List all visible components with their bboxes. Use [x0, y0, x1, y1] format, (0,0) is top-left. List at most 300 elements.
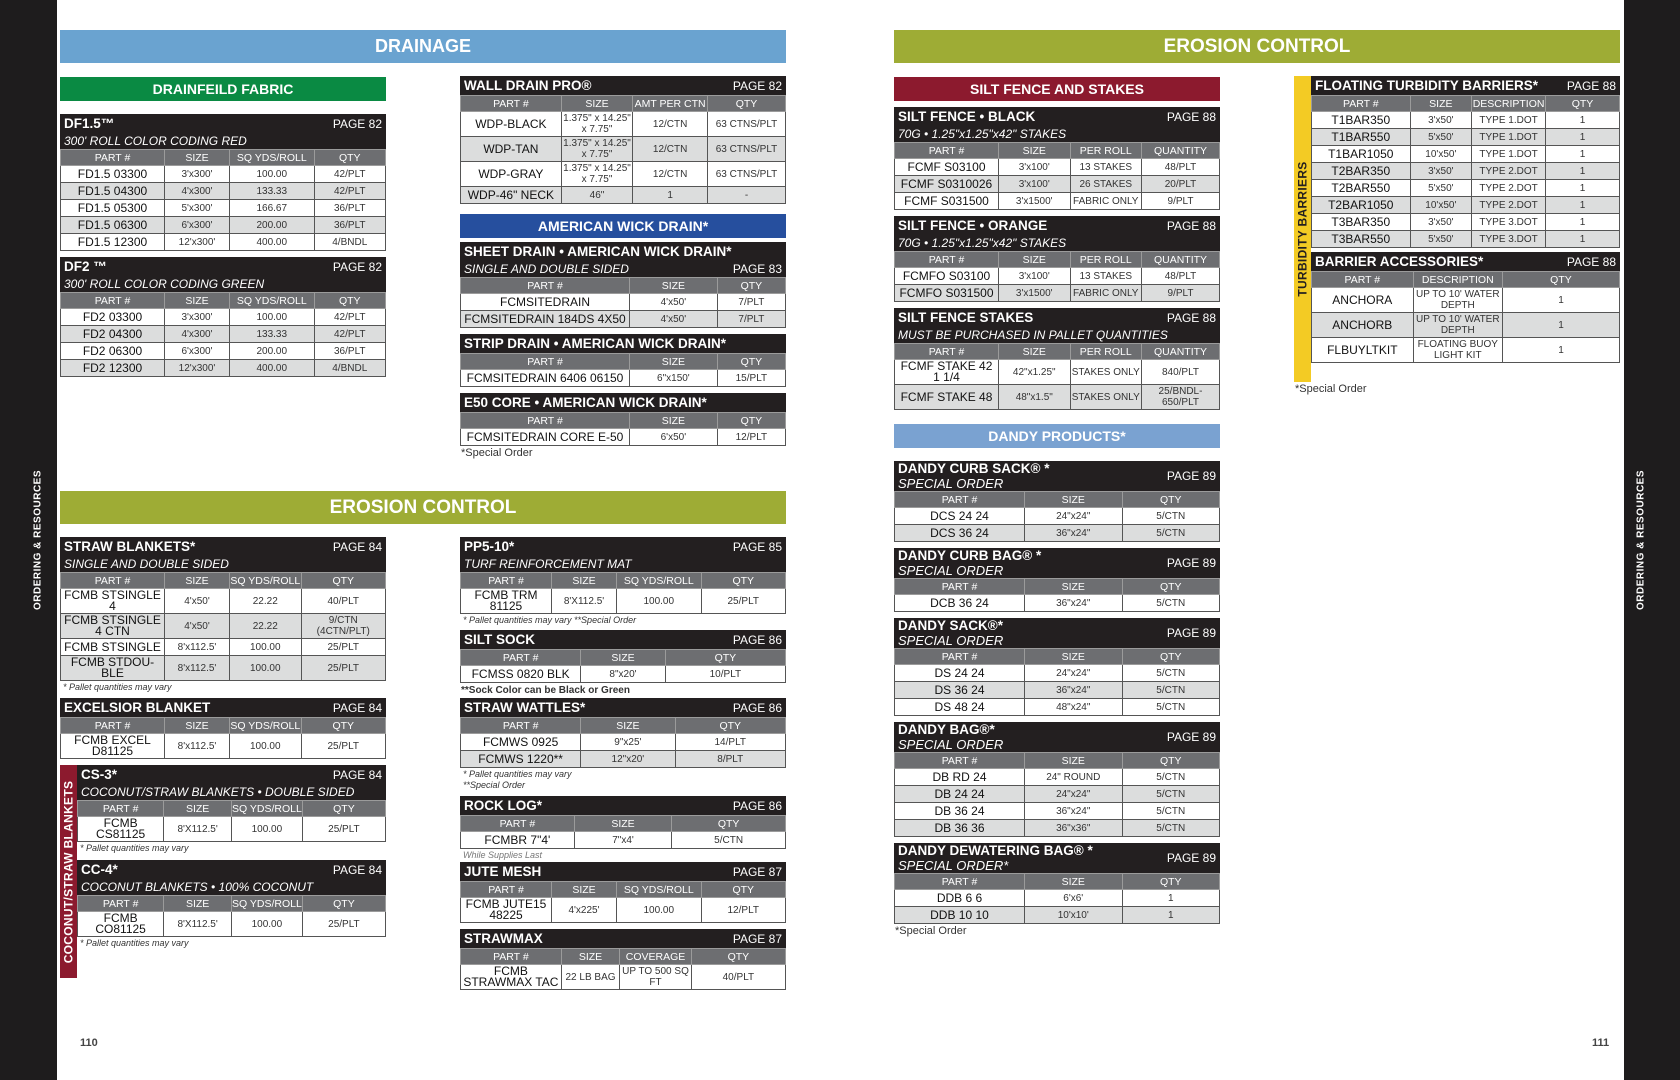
column-header: PART #: [61, 293, 165, 309]
strawmax-page: PAGE 87: [732, 931, 782, 946]
silt-sock-table: [460, 649, 786, 683]
table-cell: 36"x24": [1025, 595, 1123, 612]
part-number-cell: T2BAR550: [1312, 180, 1411, 197]
e50-title: E50 CORE • AMERICAN WICK DRAIN*: [464, 395, 707, 410]
rock-log-page: PAGE 86: [732, 798, 782, 813]
straw-pallet-note: * Pallet quantities may vary: [63, 682, 172, 692]
table-cell: 4'x50': [165, 589, 230, 614]
part-number-cell: WDP-BLACK: [461, 112, 562, 137]
part-number-cell: WDP-GRAY: [461, 162, 562, 187]
table-row: [61, 234, 386, 251]
table-cell: 1: [1546, 214, 1620, 231]
table-cell: 36/PLT: [314, 217, 386, 234]
part-number-cell: DCB 36 24: [895, 595, 1025, 612]
silt-stakes-title: SILT FENCE STAKES: [898, 310, 1034, 325]
table-cell: 10/PLT: [665, 666, 785, 683]
table-cell: 48"x24": [1025, 699, 1123, 716]
table-cell: 4'x300': [165, 183, 230, 200]
column-header: PART #: [1312, 96, 1411, 112]
dandy-bag-subtitle: SPECIAL ORDER: [898, 737, 1004, 752]
rock-log-note: While Supplies Last: [463, 850, 543, 860]
cc4-subtitle: COCONUT BLANKETS • 100% COCONUT: [77, 879, 386, 895]
column-header: SQ YDS/ROLL: [617, 573, 702, 589]
table-cell: FABRIC ONLY: [1070, 193, 1142, 210]
table-row: [895, 176, 1220, 193]
table-row: [61, 309, 386, 326]
cc4-block: [77, 860, 386, 950]
table-cell: 5/CTN: [1122, 682, 1220, 699]
dandy-curb-sack-title: DANDY CURB SACK® *: [898, 461, 1050, 476]
sheet-drain-title: SHEET DRAIN • AMERICAN WICK DRAIN*: [464, 244, 732, 259]
column-header: SIZE: [165, 718, 230, 734]
part-number-cell: FD1.5 06300: [61, 217, 165, 234]
table-cell: 1: [633, 187, 708, 204]
column-header: PART #: [895, 579, 1025, 595]
part-number-cell: DDB 6 6: [895, 890, 1025, 907]
column-header: QTY: [701, 573, 786, 589]
pp5-note: * Pallet quantities may vary **Special Order: [463, 615, 637, 625]
column-header: QUANTITY: [1142, 344, 1220, 360]
dandy-curb-bag-page: PAGE 89: [1166, 556, 1216, 570]
column-header: SIZE: [630, 413, 718, 429]
column-header: SQ YDS/ROLL: [617, 882, 702, 898]
table-cell: 3'x300': [165, 166, 230, 183]
table-header-row: [895, 753, 1220, 769]
table-cell: 1: [1502, 338, 1619, 363]
part-number-cell: FCMB CS81125: [78, 817, 164, 842]
column-header: PART #: [61, 573, 165, 589]
turbidity-side-label: TURBIDITY BARRIERS: [1295, 161, 1310, 297]
table-cell: 5/CTN: [1122, 786, 1220, 803]
table-row: [461, 751, 786, 768]
table-cell: 1: [1502, 288, 1619, 313]
silt-stakes-page: PAGE 88: [1166, 310, 1216, 325]
table-cell: 100.00: [617, 898, 702, 923]
rock-log-block: [460, 796, 786, 862]
right-side-band: [1624, 0, 1680, 1080]
turbidity-side-band: [1294, 76, 1311, 382]
table-cell: 3'x300': [165, 309, 230, 326]
dandy-bag-page: PAGE 89: [1166, 730, 1216, 744]
column-header: SIZE: [581, 718, 675, 734]
dandy-special-order-note: *Special Order: [895, 925, 967, 937]
table-cell: 25/PLT: [302, 817, 385, 842]
pp5-table: [460, 572, 786, 614]
dandy-curb-sack-page: PAGE 89: [1166, 469, 1216, 483]
table-header-row: [895, 649, 1220, 665]
cs3-pallet-note: * Pallet quantities may vary: [80, 843, 189, 853]
silt-black-subtitle: 70G • 1.25"x1.25"x42" STAKES: [894, 126, 1220, 142]
part-number-cell: FCMSITEDRAIN 184DS 4X50: [461, 311, 630, 328]
table-cell: 100.00: [617, 589, 702, 614]
table-cell: 25/PLT: [301, 656, 386, 681]
table-cell: UP TO 500 SQ FT: [620, 965, 692, 990]
table-cell: 5/CTN: [1122, 820, 1220, 837]
column-header: PART #: [895, 344, 999, 360]
column-header: PART #: [895, 753, 1025, 769]
table-row: [461, 832, 786, 849]
floating-page: PAGE 88: [1566, 78, 1616, 93]
table-cell: TYPE 1.DOT: [1472, 146, 1546, 163]
silt-orange-page: PAGE 88: [1166, 218, 1216, 233]
column-header: SIZE: [999, 344, 1071, 360]
part-number-cell: FCMFO S03100: [895, 268, 999, 285]
table-cell: 5/CTN: [1122, 525, 1220, 542]
table-cell: 5/CTN: [1122, 665, 1220, 682]
column-header: QTY: [672, 816, 786, 832]
table-cell: TYPE 3.DOT: [1472, 214, 1546, 231]
cs3-block: [77, 765, 386, 855]
column-header: PART #: [895, 252, 999, 268]
column-header: PART #: [461, 96, 562, 112]
part-number-cell: WDP-TAN: [461, 137, 562, 162]
jute-title: JUTE MESH: [464, 864, 542, 879]
table-cell: 200.00: [230, 217, 315, 234]
column-header: QTY: [314, 150, 386, 166]
part-number-cell: DB 24 24: [895, 786, 1025, 803]
table-cell: 8"x20': [581, 666, 666, 683]
table-header-row: [61, 573, 386, 589]
table-cell: STAKES ONLY: [1070, 385, 1142, 410]
column-header: SIZE: [581, 650, 666, 666]
table-header-row: [895, 143, 1220, 159]
table-cell: UP TO 10' WATER DEPTH: [1413, 313, 1502, 338]
part-number-cell: FD2 03300: [61, 309, 165, 326]
table-cell: 4'x50': [630, 294, 718, 311]
table-header-row: [461, 816, 786, 832]
table-cell: 1: [1546, 180, 1620, 197]
straw-blanket-table: [60, 572, 386, 681]
silt-black-page: PAGE 88: [1166, 109, 1216, 124]
table-row: [895, 159, 1220, 176]
silt-sock-title: SILT SOCK: [464, 632, 536, 647]
table-cell: TYPE 2.DOT: [1472, 197, 1546, 214]
part-number-cell: FD1.5 04300: [61, 183, 165, 200]
table-cell: 25/PLT: [701, 589, 786, 614]
column-header: SIZE: [164, 801, 232, 817]
table-row: [461, 589, 786, 614]
column-header: SIZE: [1410, 96, 1472, 112]
table-cell: 48"x1.5": [999, 385, 1071, 410]
column-header: QTY: [301, 718, 386, 734]
silt-stakes-table: [894, 343, 1220, 410]
table-cell: 1.375" x 14.25" x 7.75": [563, 113, 631, 135]
part-number-cell: FCMF STAKE 48: [895, 385, 999, 410]
table-row: [895, 525, 1220, 542]
table-row: [895, 665, 1220, 682]
table-cell: 400.00: [230, 360, 315, 377]
table-header-row: [461, 650, 786, 666]
wall-drain-table: [460, 95, 786, 204]
part-number-cell: T1BAR550: [1312, 129, 1411, 146]
table-cell: 24"x24": [1025, 786, 1123, 803]
part-number-cell: FD2 06300: [61, 343, 165, 360]
strawmax-block: [460, 929, 786, 990]
table-cell: 1: [1546, 231, 1620, 248]
table-cell: 3'x100': [999, 159, 1071, 176]
table-cell: TYPE 2.DOT: [1472, 163, 1546, 180]
column-header: QTY: [717, 413, 785, 429]
table-cell: 42/PLT: [314, 309, 386, 326]
column-header: SIZE: [165, 293, 230, 309]
silt-orange-title: SILT FENCE • ORANGE: [898, 218, 1048, 233]
table-cell: 36"x36": [1025, 820, 1123, 837]
table-row: [895, 285, 1220, 302]
table-row: [61, 614, 386, 639]
column-header: SIZE: [630, 278, 718, 294]
column-header: SIZE: [574, 816, 672, 832]
silt-stakes-subtitle: MUST BE PURCHASED IN PALLET QUANTITIES: [894, 327, 1220, 343]
column-header: PER ROLL: [1070, 252, 1142, 268]
table-cell: 25/BNDL- 650/PLT: [1142, 385, 1220, 410]
table-cell: 5/CTN: [672, 832, 786, 849]
sheet-drain-table: [460, 277, 786, 328]
column-header: PART #: [461, 816, 575, 832]
column-header: QUANTITY: [1142, 252, 1220, 268]
sheet-drain-page: PAGE 83: [732, 262, 782, 276]
column-header: QTY: [701, 882, 786, 898]
jute-table: [460, 881, 786, 923]
df15-table: [60, 149, 386, 251]
column-header: PART #: [461, 882, 552, 898]
table-cell: 8/PLT: [675, 751, 786, 768]
table-cell: TYPE 1.DOT: [1472, 112, 1546, 129]
table-row: [895, 907, 1220, 924]
table-header-row: [895, 252, 1220, 268]
table-cell: -: [708, 187, 786, 204]
dandy-curb-sack-block: [894, 461, 1220, 542]
table-cell: 8'X112.5': [552, 589, 617, 614]
part-number-cell: FCMB STSINGLE 4 CTN: [61, 614, 165, 639]
strawmax-table: [460, 948, 786, 990]
table-row: [61, 360, 386, 377]
table-row: [895, 890, 1220, 907]
table-row: [895, 268, 1220, 285]
strip-drain-table: [460, 353, 786, 387]
column-header: PART #: [461, 278, 630, 294]
table-cell: 6'x50': [630, 429, 718, 446]
table-row: [61, 343, 386, 360]
table-row: [895, 385, 1220, 410]
table-cell: 1: [1546, 197, 1620, 214]
table-header-row: [461, 949, 786, 965]
part-number-cell: FCMSITEDRAIN 6406 06150: [461, 370, 630, 387]
table-cell: 63 CTNS/PLT: [708, 137, 786, 162]
table-cell: 1.375" x 14.25" x 7.75": [563, 138, 631, 160]
column-header: PER ROLL: [1070, 344, 1142, 360]
part-number-cell: DS 24 24: [895, 665, 1025, 682]
table-row: [1312, 338, 1620, 363]
table-cell: 48/PLT: [1142, 268, 1220, 285]
table-row: [461, 898, 786, 923]
column-header: PART #: [461, 718, 581, 734]
table-header-row: [61, 150, 386, 166]
table-row: [61, 589, 386, 614]
silt-sock-block: [460, 630, 786, 698]
column-header: PART #: [61, 150, 165, 166]
part-number-cell: DS 36 24: [895, 682, 1025, 699]
table-cell: 36"x24": [1025, 525, 1123, 542]
part-number-cell: FCMB TRM 81125: [461, 589, 552, 614]
part-number-cell: DB RD 24: [895, 769, 1025, 786]
turbidity-column: [1294, 76, 1620, 396]
column-header: QUANTITY: [1142, 143, 1220, 159]
column-header: QTY: [717, 278, 785, 294]
table-row: [1312, 288, 1620, 313]
table-row: [1312, 313, 1620, 338]
table-cell: 12'x300': [165, 360, 230, 377]
erosion-left-column-b: [460, 537, 786, 990]
accessories-table: [1311, 271, 1620, 363]
table-row: [461, 112, 786, 137]
table-header-row: [461, 573, 786, 589]
column-header: PART #: [461, 413, 630, 429]
part-number-cell: T1BAR350: [1312, 112, 1411, 129]
table-cell: 3'x50': [1410, 163, 1472, 180]
straw-blanket-title: STRAW BLANKETS*: [64, 539, 196, 554]
silt-sock-page: PAGE 86: [732, 632, 782, 647]
table-cell: 1: [1546, 112, 1620, 129]
table-header-row: [461, 882, 786, 898]
table-header-row: [461, 413, 786, 429]
cc4-pallet-note: * Pallet quantities may vary: [80, 938, 189, 948]
part-number-cell: FD2 04300: [61, 326, 165, 343]
erosion-banner-left: EROSION CONTROL: [60, 491, 786, 524]
part-number-cell: FCMB JUTE15 48225: [461, 898, 552, 923]
column-header: SQ YDS/ROLL: [230, 719, 301, 732]
table-cell: TYPE 1.DOT: [1472, 129, 1546, 146]
cs3-title: CS-3*: [81, 767, 118, 782]
table-cell: 8'x112.5': [165, 734, 230, 759]
table-cell: 100.00: [230, 656, 302, 681]
dandy-curb-bag-subtitle: SPECIAL ORDER: [898, 563, 1004, 578]
column-header: PART #: [461, 573, 552, 589]
table-row: [61, 183, 386, 200]
wall-drain-page: PAGE 82: [732, 78, 782, 93]
table-header-row: [78, 896, 386, 912]
column-header: AMT PER CTN: [634, 97, 706, 110]
dandy-bag-block: [894, 722, 1220, 837]
page-number-right: 111: [1592, 1037, 1610, 1049]
table-row: [61, 200, 386, 217]
part-number-cell: DCS 24 24: [895, 508, 1025, 525]
page-number-left: 110: [80, 1037, 98, 1049]
dandy-sack-title: DANDY SACK®*: [898, 618, 1003, 633]
table-cell: TYPE 2.DOT: [1472, 180, 1546, 197]
table-row: [461, 734, 786, 751]
accessories-page: PAGE 88: [1566, 254, 1616, 269]
table-cell: 1: [1546, 163, 1620, 180]
column-header: SIZE: [165, 150, 230, 166]
table-cell: 9"x25': [581, 734, 675, 751]
column-header: SQ YDS/ROLL: [230, 150, 315, 166]
table-cell: 1: [1122, 890, 1220, 907]
excelsior-block: [60, 698, 386, 759]
part-number-cell: FCMF S031500: [895, 193, 999, 210]
pp5-subtitle: TURF REINFORCEMENT MAT: [460, 556, 786, 572]
silt-black-title: SILT FENCE • BLACK: [898, 109, 1036, 124]
table-cell: 200.00: [230, 343, 315, 360]
table-cell: 4'x300': [165, 326, 230, 343]
part-number-cell: T3BAR550: [1312, 231, 1411, 248]
drainfield-subbanner: DRAINFEILD FABRIC: [60, 77, 386, 101]
column-header: COVERAGE: [620, 949, 692, 965]
column-header: PART #: [61, 718, 165, 734]
table-cell: 48/PLT: [1142, 159, 1220, 176]
table-cell: 36/PLT: [314, 343, 386, 360]
table-cell: 46": [561, 187, 633, 204]
table-row: [461, 311, 786, 328]
table-cell: 14/PLT: [675, 734, 786, 751]
coconut-side-label: COCONUT/STRAW BLANKETS: [61, 780, 76, 963]
table-cell: 8'x112.5': [165, 656, 230, 681]
df2-title: DF2 ™: [64, 259, 107, 274]
cc4-page: PAGE 84: [332, 862, 382, 877]
table-cell: 100.00: [230, 166, 315, 183]
table-cell: 5'x50': [1410, 231, 1472, 248]
part-number-cell: FCMB STSINGLE: [61, 639, 165, 656]
part-number-cell: ANCHORA: [1312, 288, 1414, 313]
rock-log-title: ROCK LOG*: [464, 798, 543, 813]
table-row: [461, 187, 786, 204]
dandy-curb-bag-table: [894, 578, 1220, 612]
table-header-row: [1312, 272, 1620, 288]
column-header: QTY: [1122, 492, 1220, 508]
table-row: [895, 360, 1220, 385]
special-order-note: *Special Order: [461, 447, 533, 459]
table-cell: 1: [1122, 907, 1220, 924]
straw-blanket-subtitle: SINGLE AND DOUBLE SIDED: [60, 556, 386, 572]
table-cell: 7"x4': [574, 832, 672, 849]
df15-block: [60, 114, 386, 251]
table-cell: 24"x24": [1025, 508, 1123, 525]
table-cell: 25/PLT: [302, 912, 385, 937]
wattles-note-2: **Special Order: [463, 780, 526, 790]
table-cell: 42"x1.25": [999, 360, 1071, 385]
table-cell: 12"x20': [581, 751, 675, 768]
dandy-dewater-page: PAGE 89: [1166, 851, 1216, 865]
table-row: [78, 817, 386, 842]
part-number-cell: FCMB CO81125: [78, 912, 164, 937]
pp5-block: [460, 537, 786, 627]
table-row: [461, 429, 786, 446]
table-cell: 22.22: [230, 614, 302, 639]
column-header: SIZE: [1025, 874, 1123, 890]
df15-title: DF1.5™: [64, 116, 115, 131]
floating-table: [1311, 95, 1620, 248]
table-row: [1312, 180, 1620, 197]
left-side-band: [0, 0, 57, 1080]
table-row: [895, 803, 1220, 820]
table-cell: 3'x50': [1410, 112, 1472, 129]
table-cell: 1: [1502, 313, 1619, 338]
floating-title: FLOATING TURBIDITY BARRIERS*: [1315, 78, 1539, 93]
table-row: [61, 166, 386, 183]
part-number-cell: T1BAR1050: [1312, 146, 1411, 163]
part-number-cell: FCMB STRAWMAX TAC: [461, 965, 562, 990]
table-row: [895, 699, 1220, 716]
table-cell: 36"x24": [1025, 682, 1123, 699]
table-cell: 13 STAKES: [1070, 159, 1142, 176]
table-row: [1312, 214, 1620, 231]
table-header-row: [895, 492, 1220, 508]
column-header: SIZE: [561, 96, 633, 112]
table-cell: 10'x50': [1410, 146, 1472, 163]
wall-drain-column: [460, 76, 786, 460]
table-row: [61, 656, 386, 681]
column-header: QTY: [1122, 874, 1220, 890]
table-row: [461, 137, 786, 162]
